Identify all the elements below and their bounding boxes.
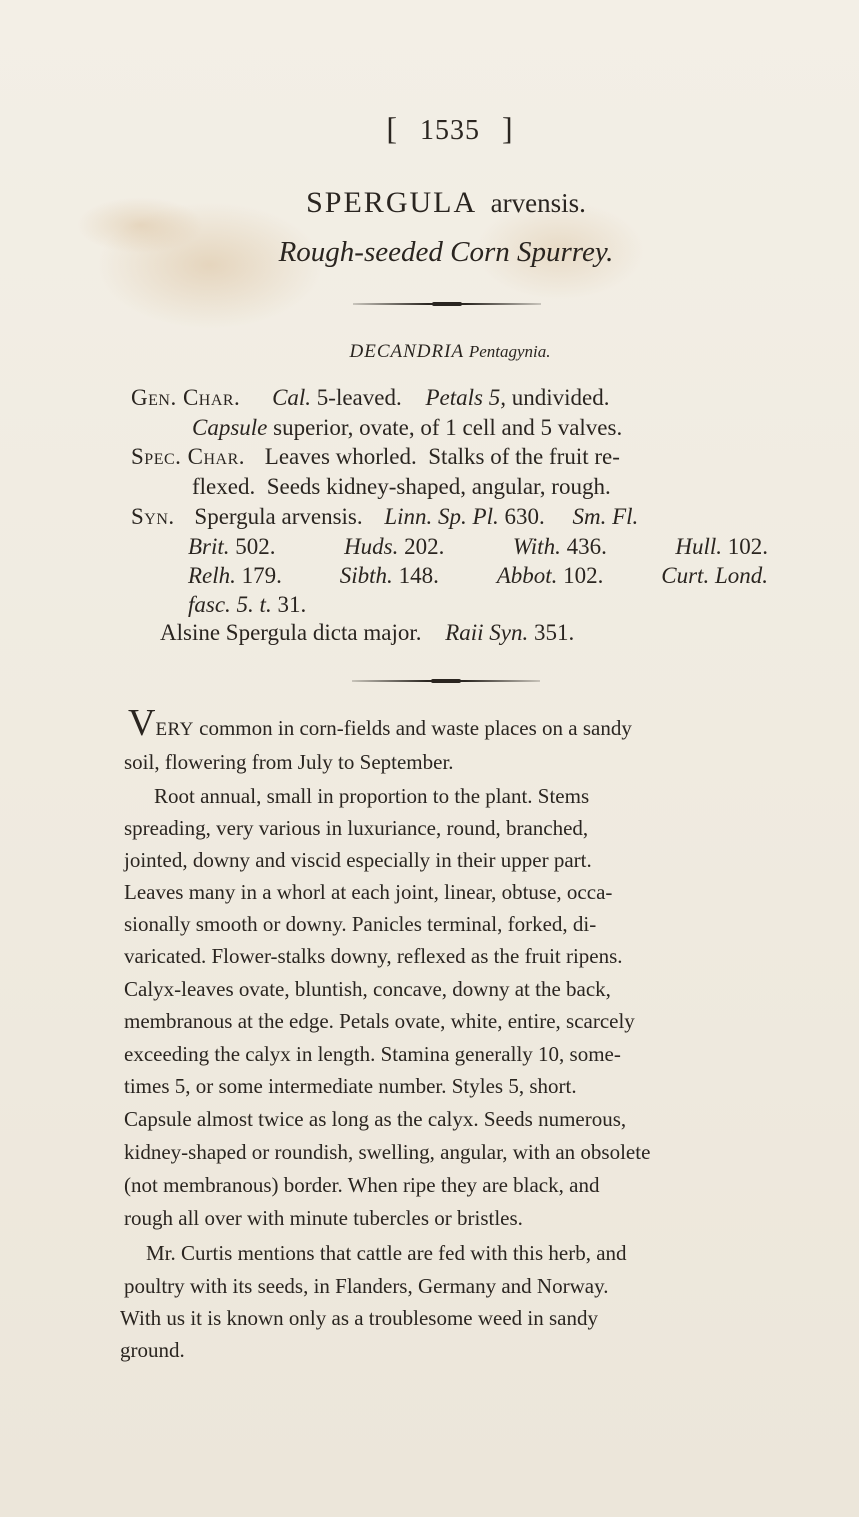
body-p2-line: sionally smooth or downy. Panicles terminal, forked, di- <box>124 912 597 936</box>
class-name: DECANDRIA <box>349 341 465 362</box>
body-p1-text-2: soil, flowering from July to September. <box>124 750 454 774</box>
gen-char-petals: Petals 5, <box>425 385 506 410</box>
gen-char-petals-text: undivided. <box>511 385 610 410</box>
common-name: Rough-seeded Corn Spurrey. <box>278 236 614 268</box>
body-p1-caps: ERY <box>155 719 194 740</box>
body-p2-line: varicated. Flower-stalks downy, reflexed as the fruit ripens. <box>124 944 623 968</box>
genus-name: SPERGULA <box>306 186 478 219</box>
syn-ref-source: Abbot. <box>496 563 558 588</box>
syn-ref-source: Linn. Sp. Pl. <box>384 504 499 529</box>
syn-ref-page: 102. <box>563 563 604 588</box>
syn-ref-page: 148. <box>398 563 439 588</box>
syn-raii: Raii Syn. <box>445 620 529 645</box>
body-p2-line: Capsule almost twice as long as the calyx. Seeds numerous, <box>124 1107 627 1131</box>
syn-ref-page: 436. <box>566 534 607 559</box>
linnaean-classification <box>0 341 859 363</box>
syn-ref-page: 630. <box>504 504 545 529</box>
gen-char-label: Gen. Char. <box>131 385 241 410</box>
syn-ref-source: Huds. <box>344 534 399 559</box>
body-p2-line: membranous at the edge. Petals ovate, white, entire, scarcely <box>124 1009 635 1033</box>
body-p2-line: Leaves many in a whorl at each joint, linear, obtuse, occa- <box>124 880 613 904</box>
syn-ref-page: 102. <box>727 534 768 559</box>
order-name: Pentagynia. <box>468 342 551 361</box>
syn-ref-source: Relh. <box>188 563 236 588</box>
bracket-open: [ <box>386 110 398 146</box>
spec-char-label: Spec. Char. <box>131 444 246 469</box>
body-p2-line: kidney-shaped or roundish, swelling, angular, with an obsolete <box>124 1140 651 1164</box>
syn-ref-source: With. <box>512 534 561 559</box>
gen-char-line-2 <box>192 413 622 443</box>
body-p2-line: Calyx-leaves ovate, bluntish, concave, downy at the back, <box>124 977 611 1001</box>
gen-char-capsule: Capsule <box>192 415 268 440</box>
body-p3-line: With us it is known only as a troublesome weed in sandy <box>120 1306 599 1330</box>
body-p2-line: jointed, downy and viscid especially in their upper part. <box>124 848 592 872</box>
syn-ref-source: Sm. Fl. <box>572 504 639 529</box>
body-p1-text-1: common in corn-fields and waste places on a sandy <box>199 716 632 740</box>
body-p2-line: times 5, or some intermediate number. Styles 5, short. <box>124 1074 577 1098</box>
syn-label: Syn. <box>131 504 175 529</box>
syn-ref-page: 502. <box>235 534 276 559</box>
body-p3-line: poultry with its seeds, in Flanders, Germany and Norway. <box>124 1274 609 1298</box>
ornamental-rule-top <box>353 303 541 305</box>
body-p3-line: ground. <box>120 1338 185 1362</box>
body-p3-line: Mr. Curtis mentions that cattle are fed with this herb, and <box>146 1241 627 1265</box>
syn-ref-source: Brit. <box>188 534 230 559</box>
syn-name: Spergula arvensis. <box>194 504 363 529</box>
species-name: arvensis. <box>490 188 586 218</box>
body-p2-line: exceeding the calyx in length. Stamina generally 10, some- <box>124 1042 621 1066</box>
syn-ref-page: 179. <box>241 563 282 588</box>
syn-ref-source: Sibth. <box>339 563 393 588</box>
body-p1-line-1 <box>128 702 632 746</box>
page-number-value: 1535 <box>420 115 480 146</box>
syn-line-1 <box>131 502 638 532</box>
body-p2-line: (not membranous) border. When ripe they are black, and <box>124 1173 600 1197</box>
syn-line-5 <box>160 618 574 648</box>
syn-ref-source: Curt. Lond. <box>661 563 768 588</box>
syn-raii-page: 351. <box>534 620 575 645</box>
syn-ref-source: Hull. <box>675 534 722 559</box>
syn-line-3 <box>188 561 768 591</box>
spec-char-line-1 <box>131 442 620 472</box>
syn-alsine: Alsine Spergula dicta major. <box>160 620 422 645</box>
gen-char-cal: Cal. <box>272 385 312 410</box>
syn-line-4 <box>188 590 306 620</box>
spec-char-text-1: Leaves whorled. Stalks of the fruit re- <box>264 444 620 469</box>
gen-char-capsule-text: superior, ovate, of 1 cell and 5 valves. <box>273 415 623 440</box>
gen-char-cal-text: 5-leaved. <box>316 385 402 410</box>
bracket-close: ] <box>502 110 514 146</box>
gen-char-line-1 <box>131 383 609 413</box>
body-p2-line: rough all over with minute tubercles or bristles. <box>124 1206 523 1230</box>
syn-ref-page: 31. <box>277 592 307 617</box>
syn-ref-source: fasc. 5. t. <box>188 592 272 617</box>
spec-char-line-2 <box>192 472 611 502</box>
body-p1-line-2 <box>124 746 454 778</box>
drop-cap: V <box>128 702 156 744</box>
syn-ref-page: 202. <box>404 534 445 559</box>
syn-line-2 <box>188 532 768 562</box>
page-number <box>0 110 859 147</box>
body-p2-line: Root annual, small in proportion to the plant. Stems <box>154 784 590 808</box>
ornamental-rule-middle <box>352 680 540 682</box>
body-p2-line: spreading, very various in luxuriance, round, branched, <box>124 816 589 840</box>
spec-char-text-2: flexed. Seeds kidney-shaped, angular, rough. <box>192 474 611 499</box>
species-title <box>0 186 859 220</box>
